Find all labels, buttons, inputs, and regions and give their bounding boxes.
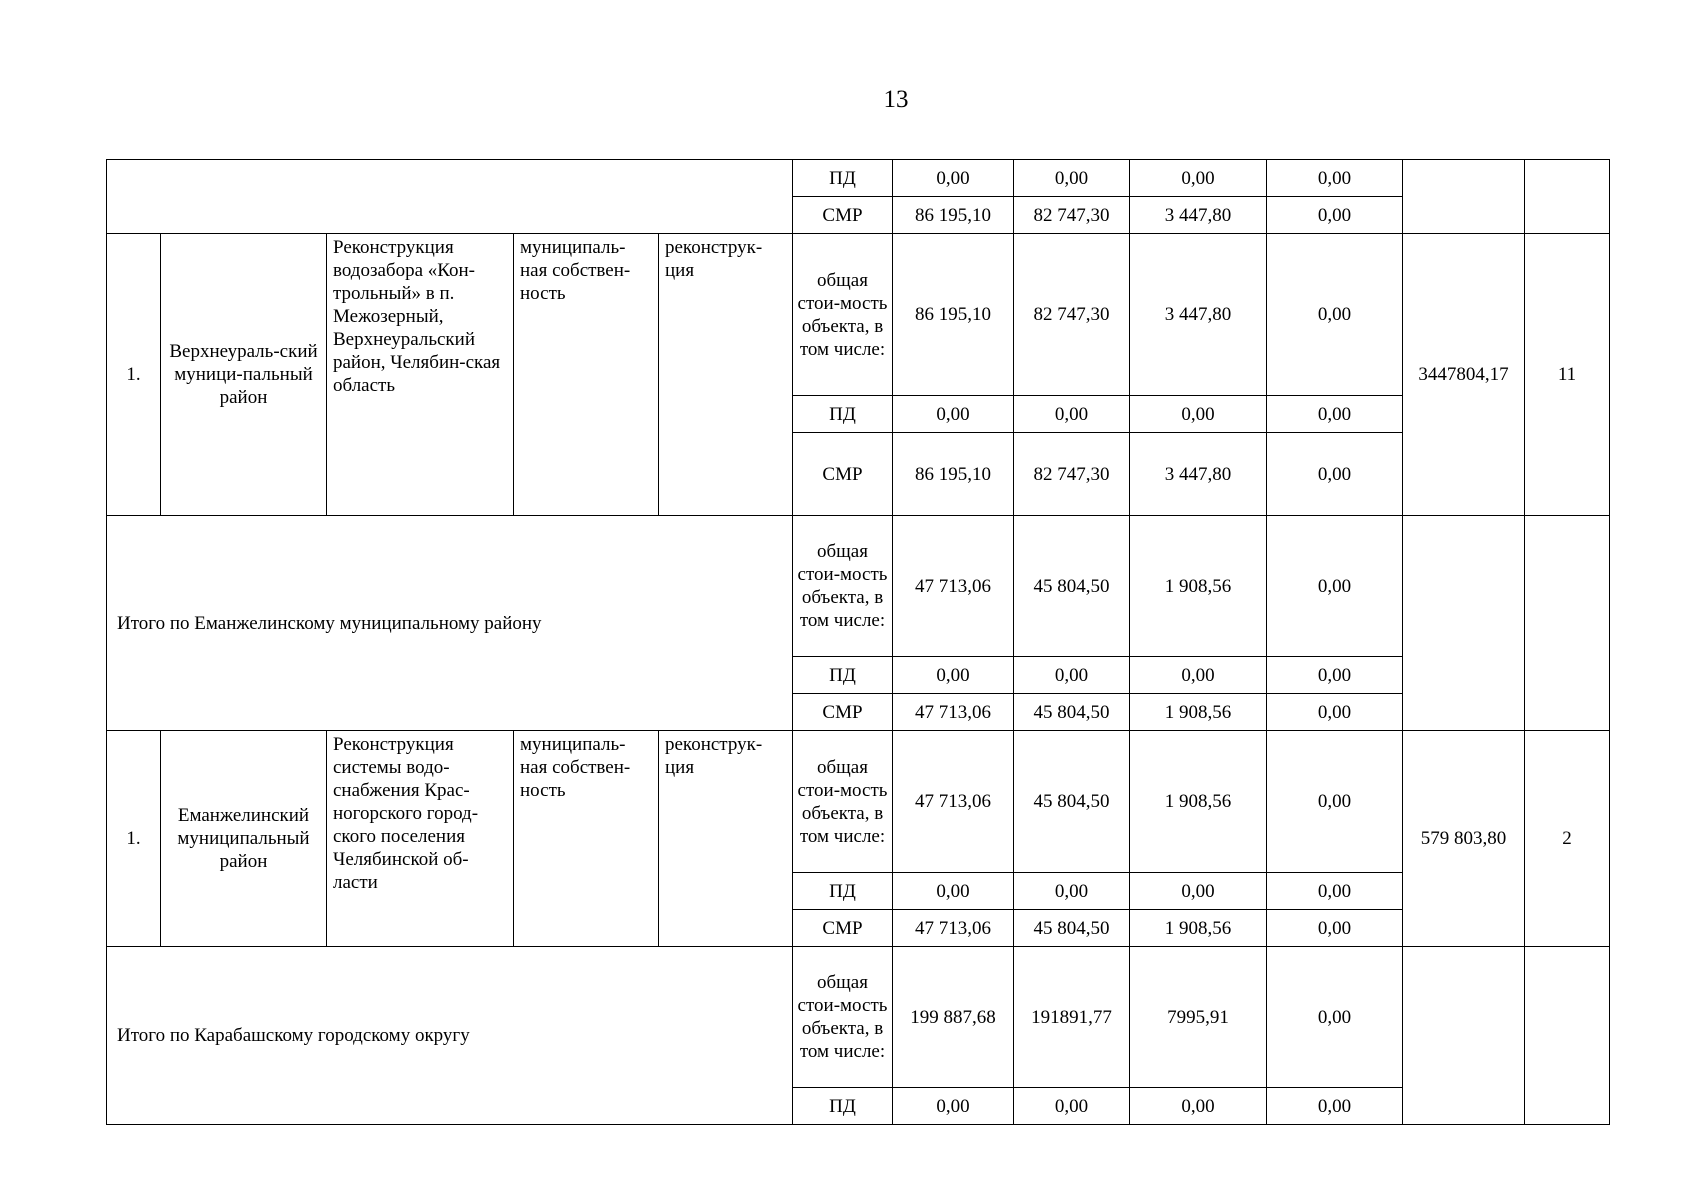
subtotal-label: Итого по Карабашскому городскому округу (107, 947, 793, 1125)
amount-cell: 0,00 (893, 1088, 1014, 1125)
amount-cell: 86 195,10 (893, 234, 1014, 396)
blank-cell (1403, 516, 1525, 731)
count-cell: 2 (1525, 731, 1610, 947)
amount-cell: 86 195,10 (893, 197, 1014, 234)
table-row (107, 947, 1610, 1088)
total-label: общая стои-мость объекта, в том числе: (793, 947, 893, 1088)
amount-cell: 1 908,56 (1130, 731, 1267, 873)
blank-cell (1525, 160, 1610, 234)
amount-cell: 82 747,30 (1014, 433, 1130, 516)
work-type: реконструк-ция (659, 731, 793, 947)
total-label: общая стои-мость объекта, в том числе: (793, 516, 893, 657)
amount-cell: 1 908,56 (1130, 516, 1267, 657)
blank-cell (1403, 947, 1525, 1125)
row-number: 1. (107, 234, 161, 516)
amount-cell: 1 908,56 (1130, 694, 1267, 731)
amount-cell: 45 804,50 (1014, 731, 1130, 873)
amount-cell: 47 713,06 (893, 731, 1014, 873)
amount-cell: 0,00 (1267, 516, 1403, 657)
amount-cell: 0,00 (1014, 1088, 1130, 1125)
smr-label: СМР (793, 433, 893, 516)
work-type: реконструк-ция (659, 234, 793, 516)
amount-cell: 0,00 (1130, 1088, 1267, 1125)
amount-cell: 47 713,06 (893, 516, 1014, 657)
amount-cell: 0,00 (1267, 396, 1403, 433)
amount-cell: 3 447,80 (1130, 234, 1267, 396)
amount-cell: 0,00 (1014, 873, 1130, 910)
pd-label: ПД (793, 396, 893, 433)
amount-cell: 3 447,80 (1130, 197, 1267, 234)
count-cell: 11 (1525, 234, 1610, 516)
amount-cell: 0,00 (893, 160, 1014, 197)
amount-cell: 45 804,50 (1014, 910, 1130, 947)
blank-cell (1403, 160, 1525, 234)
extra-amount: 579 803,80 (1403, 731, 1525, 947)
smr-label: СМР (793, 197, 893, 234)
amount-cell: 82 747,30 (1014, 197, 1130, 234)
table-row (107, 516, 1610, 657)
amount-cell: 3 447,80 (1130, 433, 1267, 516)
blank-cell (107, 160, 793, 234)
ownership-type: муниципаль-ная собствен-ность (514, 234, 659, 516)
blank-cell (1525, 516, 1610, 731)
amount-cell: 0,00 (1267, 947, 1403, 1088)
smr-label: СМР (793, 910, 893, 947)
amount-cell: 1 908,56 (1130, 910, 1267, 947)
ownership-type: муниципаль-ная собствен-ность (514, 731, 659, 947)
amount-cell: 0,00 (1014, 657, 1130, 694)
amount-cell: 0,00 (1014, 396, 1130, 433)
amount-cell: 7995,91 (1130, 947, 1267, 1088)
amount-cell: 0,00 (1267, 873, 1403, 910)
amount-cell: 0,00 (1267, 694, 1403, 731)
table-row (107, 731, 1610, 873)
pd-label: ПД (793, 657, 893, 694)
amount-cell: 47 713,06 (893, 694, 1014, 731)
amount-cell: 0,00 (1267, 657, 1403, 694)
amount-cell: 0,00 (1014, 160, 1130, 197)
page-number: 13 (883, 86, 909, 113)
amount-cell: 0,00 (1130, 873, 1267, 910)
object-name: Реконструкция системы водо-снабжения Крас-ногорского город-ского поселения Челябинской об-ласти (327, 731, 514, 947)
amount-cell: 191891,77 (1014, 947, 1130, 1088)
amount-cell: 0,00 (893, 396, 1014, 433)
funding-table (106, 159, 1610, 1125)
amount-cell: 0,00 (1267, 731, 1403, 873)
total-label: общая стои-мость объекта, в том числе: (793, 234, 893, 396)
extra-amount: 3447804,17 (1403, 234, 1525, 516)
table-row (107, 234, 1610, 396)
pd-label: ПД (793, 160, 893, 197)
amount-cell: 0,00 (1267, 433, 1403, 516)
row-number: 1. (107, 731, 161, 947)
object-name: Реконструкция водозабора «Кон-трольный» в п. Межозерный, Верхнеуральский район, Челябин-ская область (327, 234, 514, 516)
amount-cell: 0,00 (1267, 1088, 1403, 1125)
district-name: Еманжелинский муниципальный район (161, 731, 327, 947)
pd-label: ПД (793, 1088, 893, 1125)
amount-cell: 0,00 (1267, 197, 1403, 234)
pd-label: ПД (793, 873, 893, 910)
amount-cell: 45 804,50 (1014, 516, 1130, 657)
amount-cell: 199 887,68 (893, 947, 1014, 1088)
amount-cell: 82 747,30 (1014, 234, 1130, 396)
subtotal-label: Итого по Еманжелинскому муниципальному району (107, 516, 793, 731)
amount-cell: 0,00 (893, 873, 1014, 910)
blank-cell (1525, 947, 1610, 1125)
amount-cell: 0,00 (1267, 160, 1403, 197)
amount-cell: 0,00 (1130, 160, 1267, 197)
amount-cell: 0,00 (1130, 657, 1267, 694)
amount-cell: 0,00 (1267, 910, 1403, 947)
amount-cell: 86 195,10 (893, 433, 1014, 516)
total-label: общая стои-мость объекта, в том числе: (793, 731, 893, 873)
amount-cell: 45 804,50 (1014, 694, 1130, 731)
smr-label: СМР (793, 694, 893, 731)
amount-cell: 0,00 (1267, 234, 1403, 396)
amount-cell: 47 713,06 (893, 910, 1014, 947)
district-name: Верхнеураль-ский муници-пальный район (161, 234, 327, 516)
amount-cell: 0,00 (1130, 396, 1267, 433)
table-row (107, 160, 1610, 197)
amount-cell: 0,00 (893, 657, 1014, 694)
